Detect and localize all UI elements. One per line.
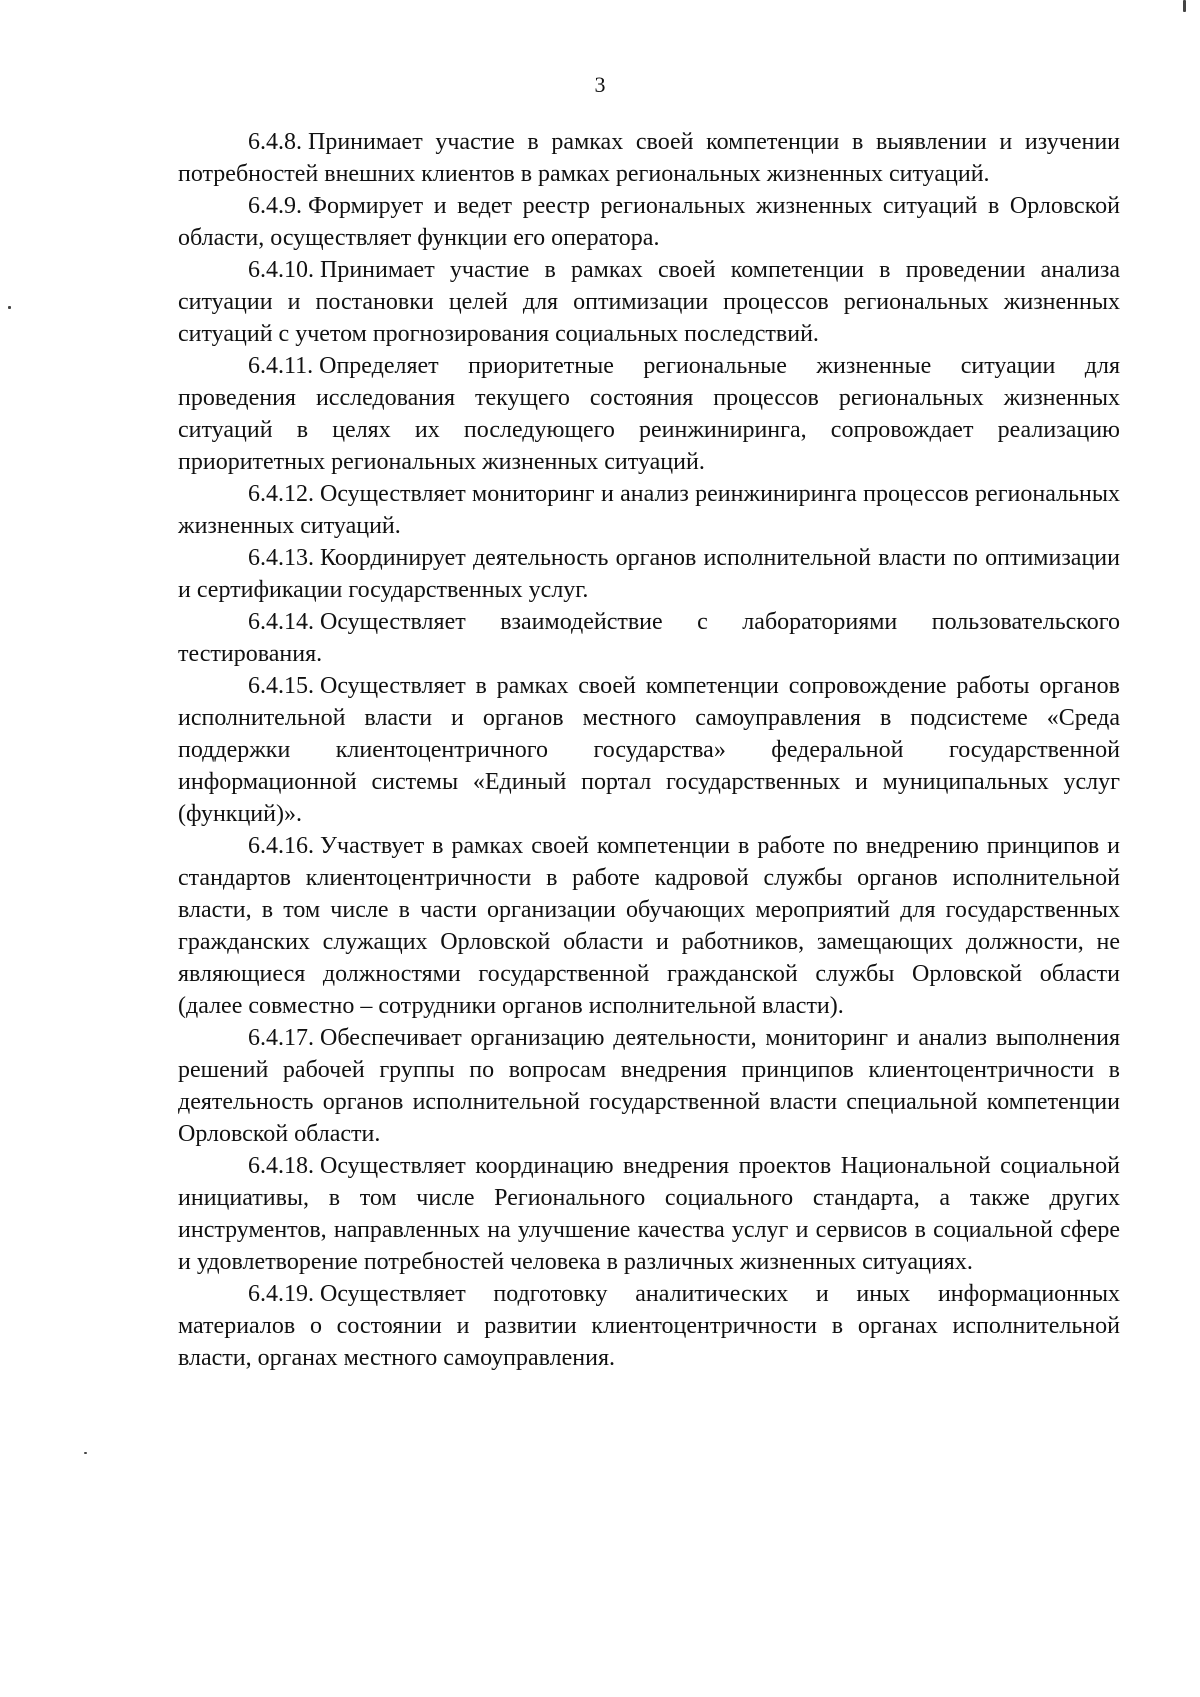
paragraph-6-4-15 xyxy=(178,670,1120,830)
clause-text: Координирует деятельность органов исполнительной власти по оптимизации и сертификации государственных услуг. xyxy=(178,545,1120,603)
clause-text: Осуществляет координацию внедрения проектов Национальной социальной инициативы, в том числе Регионального социального стандарта, а также других инструментов, направленных на улучшение качества услуг и сервисов в социальной сфере и удовлетворение потребностей человека в различных жизненных ситуациях. xyxy=(178,1153,1120,1275)
clause-number: 6.4.14. xyxy=(248,609,314,635)
clause-number: 6.4.13. xyxy=(248,545,314,571)
clause-text: Определяет приоритетные региональные жизненные ситуации для проведения исследования текущего состояния процессов региональных жизненных ситуаций в целях их последующего реинжиниринга, сопровождает реализацию приоритетных региональных жизненных ситуаций. xyxy=(178,353,1120,475)
clause-text: Формирует и ведет реестр региональных жизненных ситуаций в Орловской области, осуществляет функции его оператора. xyxy=(178,193,1120,251)
clause-text: Осуществляет в рамках своей компетенции сопровождение работы органов исполнительной власти и органов местного самоуправления в подсистеме «Среда поддержки клиентоцентричного государства» федеральной государственной информационной системы «Единый портал государственных и муниципальных услуг (функций)». xyxy=(178,673,1120,827)
page-number: 3 xyxy=(594,72,606,97)
clause-number: 6.4.17. xyxy=(248,1025,314,1051)
clause-text: Участвует в рамках своей компетенции в работе по внедрению принципов и стандартов клиентоцентричности в работе кадровой службы органов исполнительной власти, в том числе в части организации обучающих мероприятий для государственных гражданских служащих Орловской области и работников, замещающих должности, не являющиеся должностями государственной гражданской службы Орловской области (далее совместно – сотрудники органов исполнительной власти). xyxy=(178,833,1120,1019)
paragraph-6-4-12 xyxy=(178,478,1120,542)
scan-artifact xyxy=(8,306,11,309)
clause-text: Осуществляет взаимодействие с лабораториями пользовательского тестирования. xyxy=(178,609,1120,667)
paragraph-6-4-11 xyxy=(178,350,1120,478)
paragraph-6-4-17 xyxy=(178,1022,1120,1150)
clause-text: Принимает участие в рамках своей компетенции в выявлении и изучении потребностей внешних клиентов в рамках региональных жизненных ситуаций. xyxy=(178,129,1120,187)
clause-number: 6.4.9. xyxy=(248,193,302,219)
paragraph-6-4-13 xyxy=(178,542,1120,606)
clause-text: Осуществляет мониторинг и анализ реинжиниринга процессов региональных жизненных ситуаций. xyxy=(178,481,1120,539)
paragraph-6-4-10 xyxy=(178,254,1120,350)
clause-number: 6.4.15. xyxy=(248,673,314,699)
document-body xyxy=(178,126,1120,1374)
clause-text: Принимает участие в рамках своей компетенции в проведении анализа ситуации и постановки целей для оптимизации процессов региональных жизненных ситуаций с учетом прогнозирования социальных последствий. xyxy=(178,257,1120,347)
paragraph-6-4-8 xyxy=(178,126,1120,190)
clause-text: Осуществляет подготовку аналитических и иных информационных материалов о состоянии и развитии клиентоцентричности в органах исполнительной власти, органах местного самоуправления. xyxy=(178,1281,1120,1371)
paragraph-6-4-18 xyxy=(178,1150,1120,1278)
clause-text: Обеспечивает организацию деятельности, мониторинг и анализ выполнения решений рабочей группы по вопросам внедрения принципов клиентоцентричности в деятельность органов исполнительной государственной власти специальной компетенции Орловской области. xyxy=(178,1025,1120,1147)
paragraph-6-4-16 xyxy=(178,830,1120,1022)
clause-number: 6.4.16. xyxy=(248,833,314,859)
paragraph-6-4-9 xyxy=(178,190,1120,254)
paragraph-6-4-19 xyxy=(178,1278,1120,1374)
clause-number: 6.4.11. xyxy=(248,353,314,379)
clause-number: 6.4.10. xyxy=(248,257,314,283)
clause-number: 6.4.18. xyxy=(248,1153,314,1179)
scan-artifact xyxy=(1183,0,1186,12)
scan-artifact xyxy=(84,1452,87,1454)
clause-number: 6.4.8. xyxy=(248,129,302,155)
clause-number: 6.4.12. xyxy=(248,481,314,507)
paragraph-6-4-14 xyxy=(178,606,1120,670)
clause-number: 6.4.19. xyxy=(248,1281,314,1307)
